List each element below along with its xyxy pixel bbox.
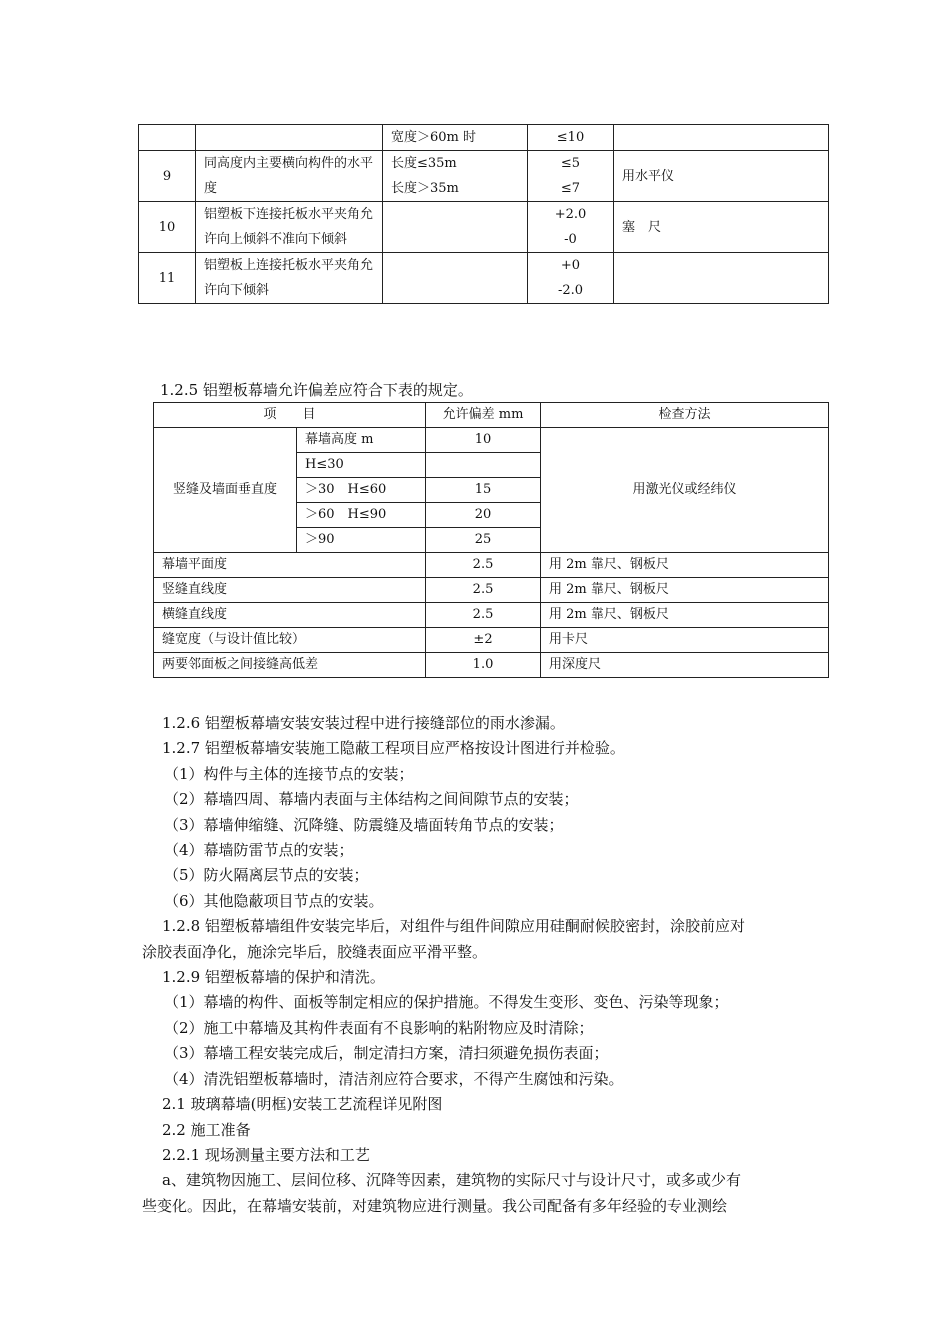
condition-line: 长度≤35m xyxy=(391,156,457,171)
sub-item: H≤30 xyxy=(297,453,426,478)
list-item: （4）幕墙防雷节点的安装； xyxy=(164,841,354,860)
tolerance-cell: 15 xyxy=(426,478,541,503)
table-caption: 1.2.5 铝塑板幕墙允许偏差应符合下表的规定。 xyxy=(160,381,473,399)
sub-item: ＞90 xyxy=(297,528,426,553)
paragraph-continuation: 涂胶表面净化，施涂完毕后，胶缝表面应平滑平整。 xyxy=(142,942,488,961)
tolerance-cell xyxy=(528,151,614,202)
list-item: （1）构件与主体的连接节点的安装； xyxy=(164,764,414,783)
header-item: 项 目 xyxy=(154,403,426,428)
group-label: 竖缝及墙面垂直度 xyxy=(154,428,297,553)
list-item: （1）幕墙的构件、面板等制定相应的保护措施。不得发生变形、变色、污染等现象； xyxy=(164,993,729,1012)
table-header-row xyxy=(154,403,829,428)
method-cell: 用深度尺 xyxy=(541,653,829,678)
method-cell xyxy=(614,125,829,151)
method-cell: 用 2m 靠尺、钢板尺 xyxy=(541,553,829,578)
sub-item: ＞60 H≤90 xyxy=(297,503,426,528)
paragraph: 1.2.9 铝塑板幕墙的保护和清洗。 xyxy=(162,968,385,987)
item-cell: 铝塑板上连接托板水平夹角允许向下倾斜 xyxy=(196,253,383,304)
item-cell: 竖缝直线度 xyxy=(154,578,426,603)
list-item: （4）清洗铝塑板幕墙时，清洁剂应符合要求，不得产生腐蚀和污染。 xyxy=(164,1069,624,1088)
paragraph: 1.2.6 铝塑板幕墙安装安装过程中进行接缝部位的雨水渗漏。 xyxy=(162,714,565,732)
tolerance-cell: 25 xyxy=(426,528,541,553)
tolerance-cell: 20 xyxy=(426,503,541,528)
item-cell: 缝宽度（与设计值比较） xyxy=(154,628,426,653)
header-tolerance: 允许偏差 mm xyxy=(426,403,541,428)
method-cell: 塞 尺 xyxy=(614,202,829,253)
tolerance-cell xyxy=(528,253,614,304)
tolerance-cell: 2.5 xyxy=(426,553,541,578)
tolerance-cell: 10 xyxy=(426,428,541,453)
method-cell: 用 2m 靠尺、钢板尺 xyxy=(541,603,829,628)
item-cell: 横缝直线度 xyxy=(154,603,426,628)
condition-cell xyxy=(383,253,528,304)
method-cell: 用 2m 靠尺、钢板尺 xyxy=(541,578,829,603)
list-item: （6）其他隐蔽项目节点的安装。 xyxy=(164,891,384,910)
body-text xyxy=(142,711,810,1219)
method-cell xyxy=(614,253,829,304)
tolerance-cell: 1.0 xyxy=(426,653,541,678)
tolerance-cell xyxy=(426,453,541,478)
tolerance-line: -2.0 xyxy=(557,283,584,298)
table-row xyxy=(154,578,829,603)
header-method: 检查方法 xyxy=(541,403,829,428)
tolerance-cell: 2.5 xyxy=(426,603,541,628)
table-row xyxy=(139,253,829,304)
tolerance-cell xyxy=(528,202,614,253)
row-number: 10 xyxy=(139,202,196,253)
sub-item: ＞30 H≤60 xyxy=(297,478,426,503)
condition-cell xyxy=(383,151,528,202)
paragraph: a、建筑物因施工、层间位移、沉降等因素，建筑物的实际尺寸与设计尺寸，或多或少有 xyxy=(162,1171,741,1190)
tolerance-line: ≤5 xyxy=(560,156,581,171)
section-heading: 2.2 施工准备 xyxy=(162,1120,251,1139)
sub-item: 幕墙高度 m xyxy=(297,428,426,453)
tolerance-cell: 2.5 xyxy=(426,578,541,603)
section-heading: 2.2.1 现场测量主要方法和工艺 xyxy=(162,1145,370,1164)
table-row xyxy=(154,428,829,453)
tolerance-line: -0 xyxy=(564,232,577,247)
paragraph: 1.2.8 铝塑板幕墙组件安装完毕后，对组件与组件间隙应用硅酮耐候胶密封，涂胶前应对 xyxy=(162,917,745,936)
method-cell: 用卡尺 xyxy=(541,628,829,653)
row-number xyxy=(139,125,196,151)
table-row xyxy=(154,603,829,628)
table-row xyxy=(139,151,829,202)
tolerance-line: ≤7 xyxy=(560,181,581,196)
table-row xyxy=(154,653,829,678)
table-row xyxy=(139,202,829,253)
table-row xyxy=(139,125,829,151)
row-number: 11 xyxy=(139,253,196,304)
row-number: 9 xyxy=(139,151,196,202)
table-row xyxy=(154,553,829,578)
curtain-wall-tolerance-table xyxy=(153,402,829,678)
condition-cell: 宽度＞60m 时 xyxy=(383,125,528,151)
condition-line: 长度＞35m xyxy=(391,181,459,196)
tolerance-cell: ≤10 xyxy=(528,125,614,151)
tolerance-table-continued xyxy=(138,124,829,304)
paragraph-continuation: 些变化。因此，在幕墙安装前，对建筑物应进行测量。我公司配备有多年经验的专业测绘 xyxy=(142,1196,728,1215)
group-method: 用激光仪或经纬仪 xyxy=(541,428,829,553)
list-item: （3）幕墙工程安装完成后，制定清扫方案，清扫须避免损伤表面； xyxy=(164,1044,609,1063)
list-item: （3）幕墙伸缩缝、沉降缝、防震缝及墙面转角节点的安装； xyxy=(164,815,564,834)
item-cell: 两要邻面板之间接缝高低差 xyxy=(154,653,426,678)
item-cell xyxy=(196,125,383,151)
method-cell: 用水平仪 xyxy=(614,151,829,202)
list-item: （2）施工中幕墙及其构件表面有不良影响的粘附物应及时清除； xyxy=(164,1018,594,1037)
paragraph: 1.2.7 铝塑板幕墙安装施工隐蔽工程项目应严格按设计图进行并检验。 xyxy=(162,739,625,758)
table-row xyxy=(154,628,829,653)
tolerance-line: +0 xyxy=(560,258,581,273)
section-heading: 2.1 玻璃幕墙(明框)安装工艺流程详见附图 xyxy=(162,1095,443,1114)
item-cell: 幕墙平面度 xyxy=(154,553,426,578)
condition-cell xyxy=(383,202,528,253)
tolerance-cell: ±2 xyxy=(426,628,541,653)
item-cell: 铝塑板下连接托板水平夹角允许向上倾斜不准向下倾斜 xyxy=(196,202,383,253)
tolerance-line: +2.0 xyxy=(554,207,587,222)
item-cell: 同高度内主要横向构件的水平度 xyxy=(196,151,383,202)
list-item: （5）防火隔离层节点的安装； xyxy=(164,866,369,885)
list-item: （2）幕墙四周、幕墙内表面与主体结构之间间隙节点的安装； xyxy=(164,790,579,809)
